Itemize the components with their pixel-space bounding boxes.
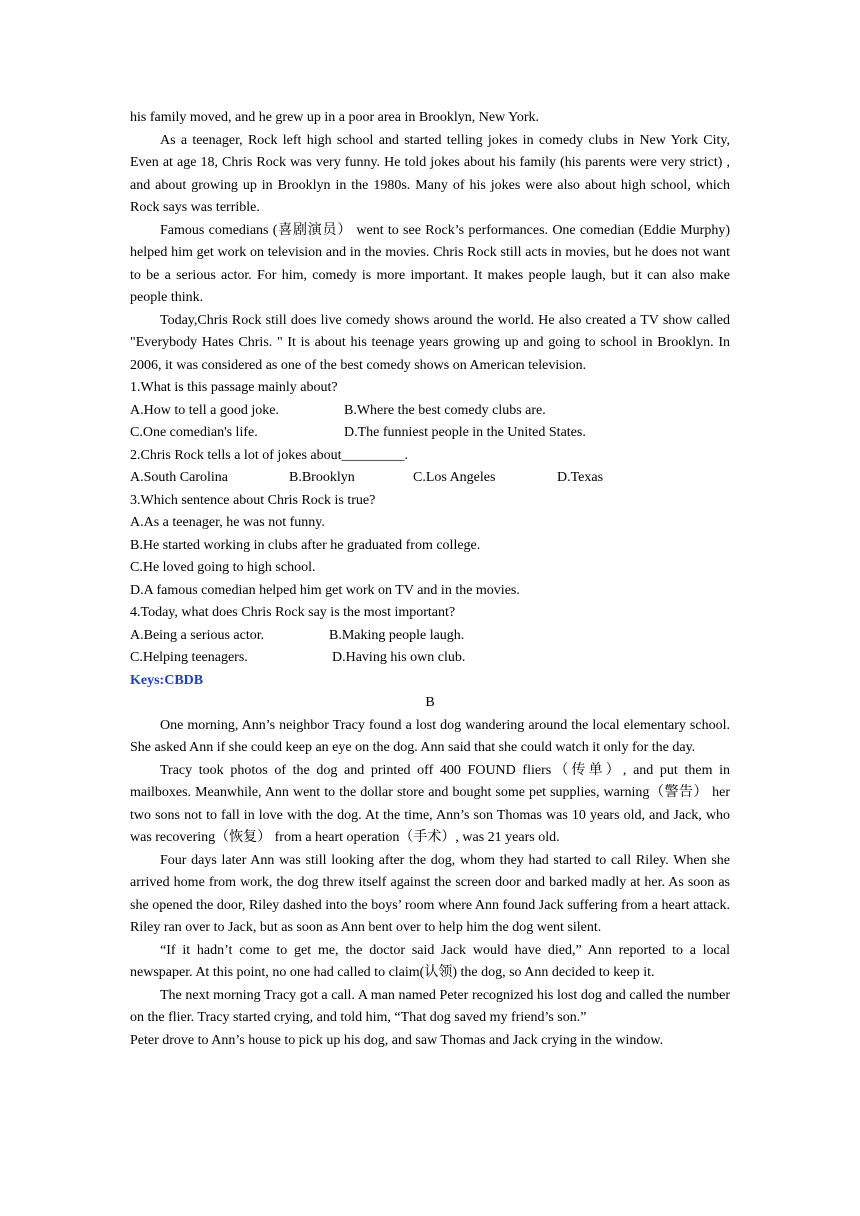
question-3-option-d: D.A famous comedian helped him get work on TV and in the movies. bbox=[130, 582, 520, 598]
question-1-option-c: C.One comedian's life. bbox=[130, 425, 258, 440]
question-1-options-row-2 bbox=[130, 422, 730, 445]
passage-b-paragraph-4: “If it hadn’t come to get me, the doctor said Jack would have died,” Ann reported to a local newspaper. At this point, no one had called to claim(认领) the dog, so Ann decided to keep it. bbox=[130, 942, 730, 980]
question-4-options-row-2 bbox=[130, 647, 730, 670]
passage-a-paragraph-1: his family moved, and he grew up in a poor area in Brooklyn, New York. bbox=[130, 110, 540, 125]
passage-a-paragraph-3: Famous comedians (喜剧演员） went to see Rock’s performances. One comedian (Eddie Murphy) helped him get work on television and in the movies. Chris Rock still acts in movies, but he does not want to be a serious actor. For him, comedy is more important. It makes people laugh, but it can also make people think. bbox=[130, 222, 730, 305]
passage-a-paragraph-2: As a teenager, Rock left high school and started telling jokes in comedy clubs in New York City, Even at age 18, Chris Rock was very funny. He told jokes about his family (his parents were very strict) , and about growing up in Brooklyn in the 1980s. Many of his jokes were also about high school, which Rock says was terrible. bbox=[130, 132, 730, 215]
passage-b-paragraph-3: Four days later Ann was still looking after the dog, whom they had started to call Riley. When she arrived home from work, the dog threw itself against the screen door and barked madly at her. As soon as she opened the door, Riley dashed into the boys’ room where Ann found Jack suffering from a heart attack. Riley ran over to Jack, but as soon as Ann bent over to help him the dog went silent. bbox=[130, 852, 730, 935]
question-2-stem: 2.Chris Rock tells a lot of jokes about_________. bbox=[130, 447, 409, 463]
question-4-option-b: B.Making people laugh. bbox=[329, 627, 465, 643]
question-1-option-b: B.Where the best comedy clubs are. bbox=[344, 402, 546, 418]
passage-b-paragraph-5: The next morning Tracy got a call. A man named Peter recognized his lost dog and called the number on the flier. Tracy started crying, and told him, “That dog saved my friend’s son.” bbox=[130, 987, 730, 1025]
question-3-option-a: A.As a teenager, he was not funny. bbox=[130, 515, 325, 530]
question-1-options-row-1 bbox=[130, 400, 730, 423]
question-1-option-a: A.How to tell a good joke. bbox=[130, 402, 279, 418]
passage-a-paragraph-4: Today,Chris Rock still does live comedy shows around the world. He also created a TV show called "Everybody Hates Chris. " It is about his teenage years growing up and going to school in Brooklyn. In 2006, it was considered as one of the best comedy shows on American television. bbox=[130, 312, 730, 373]
question-2-option-a: A.South Carolina bbox=[130, 470, 228, 485]
document-page bbox=[130, 107, 730, 1052]
question-3-option-b: B.He started working in clubs after he graduated from college. bbox=[130, 537, 481, 553]
answer-keys: Keys:CBDB bbox=[130, 672, 204, 688]
question-1-option-d: D.The funniest people in the United States. bbox=[344, 425, 586, 440]
question-4-stem: 4.Today, what does Chris Rock say is the most important? bbox=[130, 605, 456, 620]
question-2-option-c: C.Los Angeles bbox=[413, 470, 496, 485]
question-4-option-d: D.Having his own club. bbox=[332, 650, 466, 665]
question-1-stem: 1.What is this passage mainly about? bbox=[130, 380, 338, 395]
question-2-option-d: D.Texas bbox=[557, 470, 604, 485]
passage-b-paragraph-2: Tracy took photos of the dog and printed off 400 FOUND fliers（传单）, and put them in mailboxes. Meanwhile, Ann went to the dollar store and bought some pet supplies, warning（警告） her two sons not to fall in love with the dog. At the time, Ann’s son Thomas was 10 years old, and Jack, who was recovering（恢复） from a heart operation（手术）, was 21 years old. bbox=[130, 762, 730, 845]
question-3-option-c: C.He loved going to high school. bbox=[130, 560, 316, 575]
question-2-options-row bbox=[130, 467, 730, 490]
question-4-option-a: A.Being a serious actor. bbox=[130, 627, 265, 643]
passage-b-paragraph-1: One morning, Ann’s neighbor Tracy found a lost dog wandering around the local elementary school. She asked Ann if she could keep an eye on the dog. Ann said that she could watch it only for the day. bbox=[130, 717, 730, 755]
question-4-option-c: C.Helping teenagers. bbox=[130, 650, 248, 665]
question-4-options-row-1 bbox=[130, 625, 730, 648]
passage-b-last-line: Peter drove to Ann’s house to pick up his dog, and saw Thomas and Jack crying in the window. bbox=[130, 1032, 664, 1048]
question-3-stem: 3.Which sentence about Chris Rock is true? bbox=[130, 492, 376, 508]
question-2-option-b: B.Brooklyn bbox=[289, 470, 355, 485]
section-b-heading: B bbox=[425, 695, 435, 710]
